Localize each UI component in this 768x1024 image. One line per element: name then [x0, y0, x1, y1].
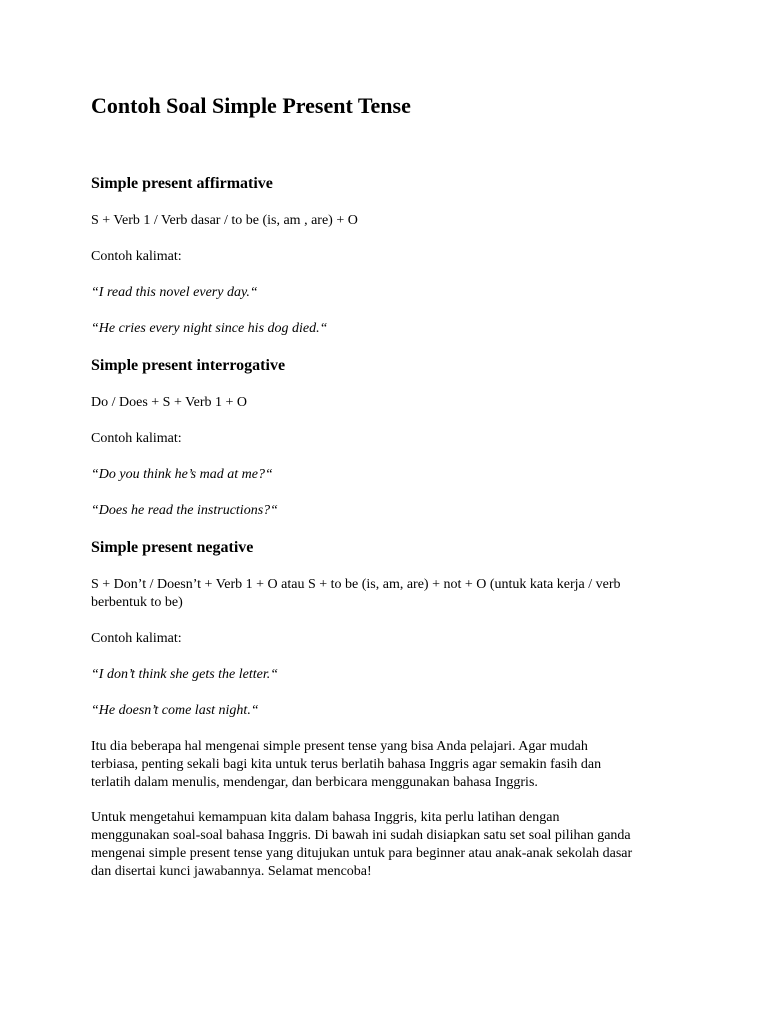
page-title: Contoh Soal Simple Present Tense — [91, 93, 411, 118]
formula-negative-line: S + Don’t / Doesn’t + Verb 1 + O atau S + to be (is, am, are) + not + O (untuk kata kerja / verb — [91, 577, 621, 592]
section-heading-negative: Simple present negative — [91, 539, 254, 556]
body-paragraph — [91, 738, 691, 792]
formula-interrogative: Do / Does + S + Verb 1 + O — [91, 395, 248, 410]
formula-affirmative: S + Verb 1 / Verb dasar / to be (is, am , are) + O — [91, 213, 358, 228]
example-sentence: “I don’t think she gets the letter.“ — [91, 667, 279, 682]
example-sentence: “He cries every night since his dog died.“ — [91, 321, 328, 336]
body-paragraph — [91, 809, 691, 881]
paragraph-line: terbiasa, penting sekali bagi kita untuk terus berlatih bahasa Inggris agar semakin fasih dan — [91, 757, 602, 772]
example-label-affirmative: Contoh kalimat: — [91, 249, 182, 264]
paragraph-line: mengenai simple present tense yang ditujukan untuk para beginner atau anak-anak sekolah dasar — [91, 846, 633, 861]
paragraph-line: Untuk mengetahui kemampuan kita dalam bahasa Inggris, kita perlu latihan dengan — [91, 810, 560, 825]
example-label-negative: Contoh kalimat: — [91, 631, 182, 646]
example-sentence: “Does he read the instructions?“ — [91, 503, 278, 518]
example-sentence: “Do you think he’s mad at me?“ — [91, 467, 273, 482]
example-label-interrogative: Contoh kalimat: — [91, 431, 182, 446]
example-sentence: “I read this novel every day.“ — [91, 285, 258, 300]
section-heading-affirmative: Simple present affirmative — [91, 175, 273, 192]
example-sentence: “He doesn’t come last night.“ — [91, 703, 259, 718]
paragraph-line: terlatih dalam menulis, mendengar, dan berbicara menggunakan bahasa Inggris. — [91, 775, 538, 790]
paragraph-line: menggunakan soal-soal bahasa Inggris. Di bawah ini sudah disiapkan satu set soal pilihan ganda — [91, 828, 631, 843]
section-heading-interrogative: Simple present interrogative — [91, 357, 286, 374]
formula-negative-line: berbentuk to be) — [91, 595, 183, 610]
paragraph-line: Itu dia beberapa hal mengenai simple present tense yang bisa Anda pelajari. Agar mudah — [91, 739, 588, 754]
paragraph-line: dan disertai kunci jawabannya. Selamat mencoba! — [91, 864, 372, 879]
